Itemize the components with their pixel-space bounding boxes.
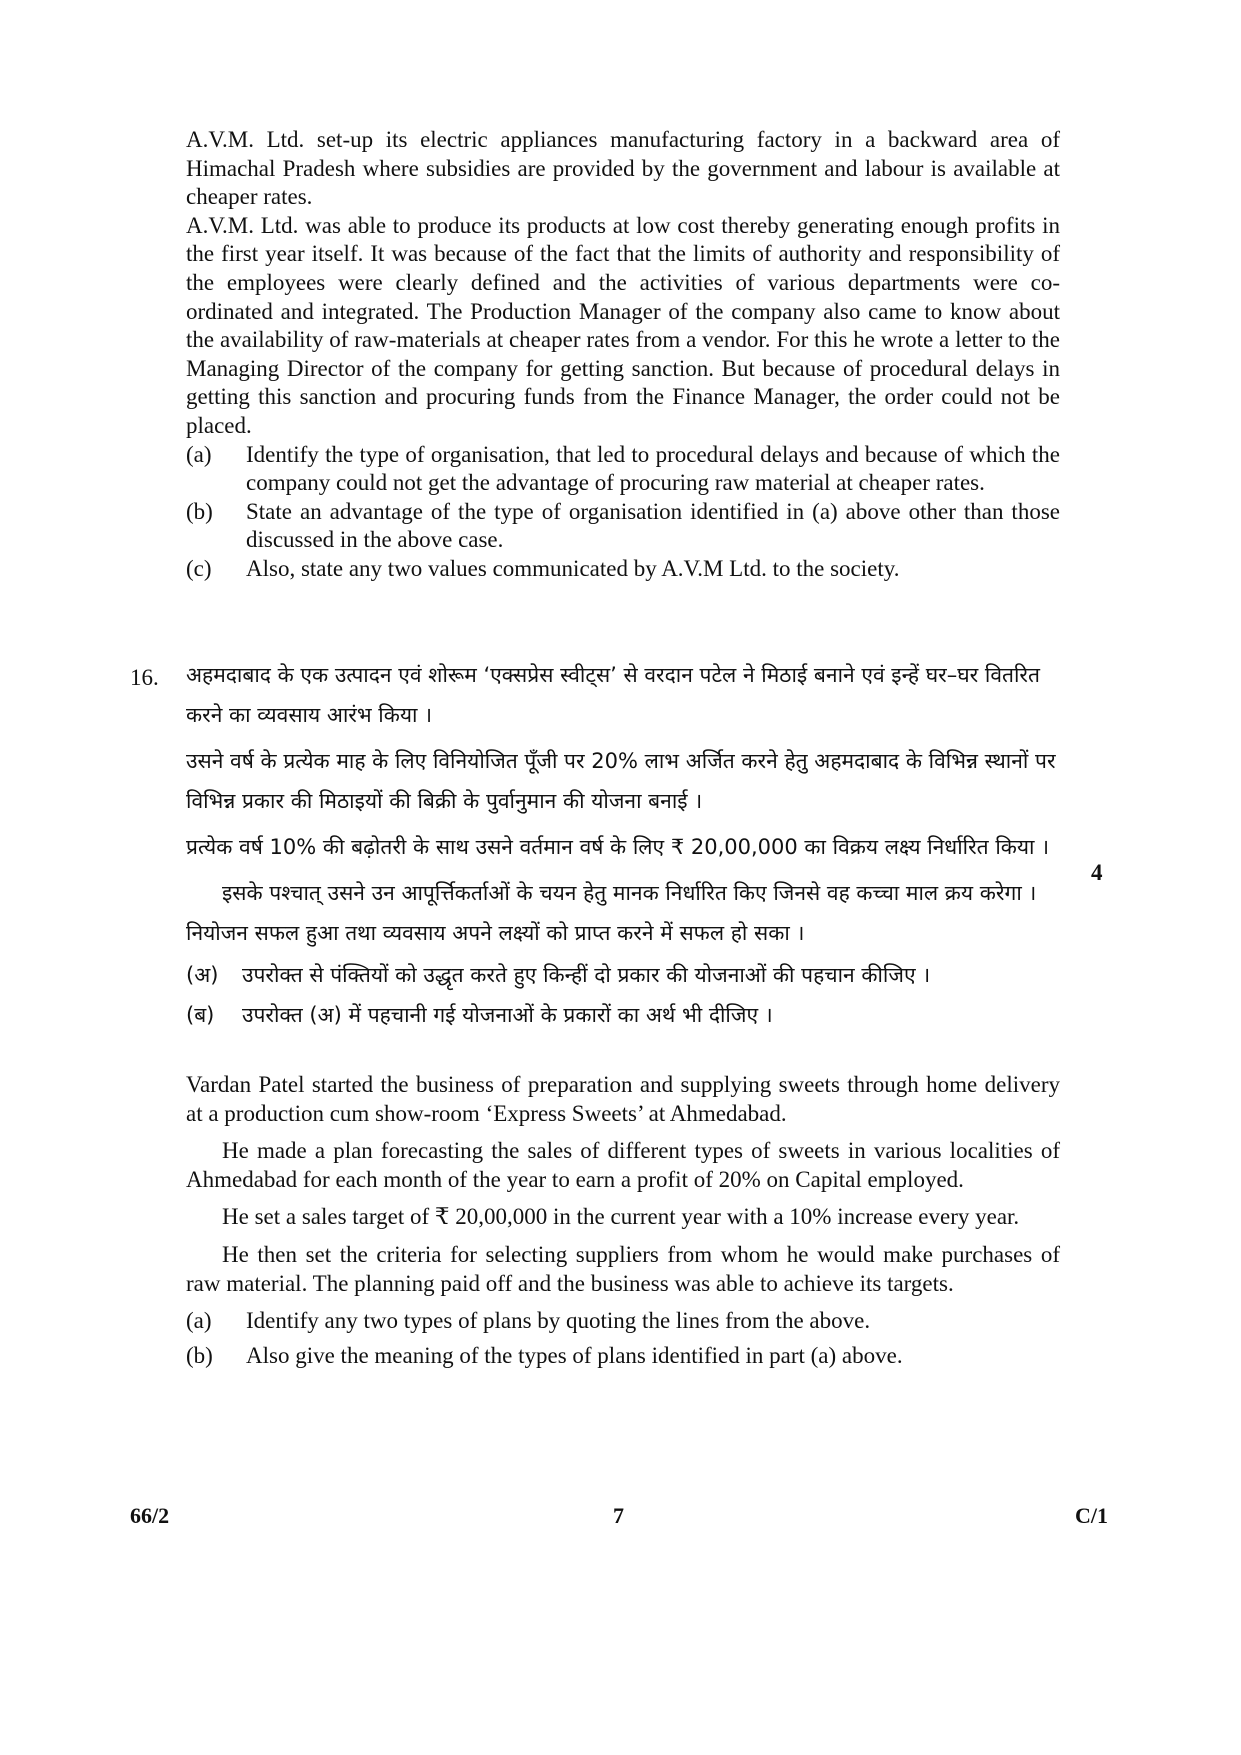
hindi-question-b <box>186 995 1060 1035</box>
hindi-question-a-text: उपरोक्त से पंक्तियों को उद्धृत करते हुए किन्हीं दो प्रकार की योजनाओं की पहचान कीजिए । <box>242 963 931 987</box>
case-question-a <box>186 441 1060 498</box>
case-paragraph-1: A.V.M. Ltd. set-up its electric appliances manufacturing factory in a backward area of Himachal Pradesh where subsidies are provided by the government and labour is available at cheaper rates. <box>186 127 1060 210</box>
hindi-paragraph-1: अहमदाबाद के एक उत्पादन एवं शोरूम ‘एक्सप्रेस स्वीट्स’ से वरदान पटेल ने मिठाई बनाने एवं इन्हें घर–घर वितरित करने का व्यवसाय आरंभ किया । <box>186 663 1040 727</box>
english-question-b-text: Also give the meaning of the types of plans identified in part (a) above. <box>246 1342 903 1368</box>
case-question-b <box>186 498 1060 555</box>
english-question-a-label: (a) <box>186 1308 212 1334</box>
english-paragraph-1: Vardan Patel started the business of preparation and supplying sweets through home delivery at a production cum show-room ‘Express Sweets’ at Ahmedabad. <box>186 1072 1060 1126</box>
footer-paper-code: 66/2 <box>130 1503 170 1528</box>
footer-set-code: C/1 <box>1075 1503 1108 1528</box>
case-question-a-text: Identify the type of organisation, that led to procedural delays and because of which the company could not get the advantage of procuring raw material at cheaper rates. <box>246 441 1060 496</box>
hindi-question-a-label: (अ) <box>186 963 219 987</box>
english-question-b-label: (b) <box>186 1342 213 1368</box>
question-16-hindi <box>186 655 1060 1035</box>
question-marks: 4 <box>1091 860 1103 885</box>
case-study <box>186 126 1060 584</box>
hindi-question-a <box>186 955 1060 995</box>
case-question-c <box>186 555 1060 584</box>
hindi-question-b-text: उपरोक्त (अ) में पहचानी गई योजनाओं के प्रकारों का अर्थ भी दीजिए । <box>242 1003 773 1027</box>
case-question-a-label: (a) <box>186 441 212 467</box>
case-question-c-label: (c) <box>186 555 212 581</box>
question-number: 16. <box>130 665 159 690</box>
question-16-english <box>186 1071 1060 1370</box>
hindi-paragraph-4: इसके पश्चात् उसने उन आपूर्त्तिकर्ताओं के चयन हेतु मानक निर्धारित किए जिनसे वह कच्चा माल क्रय करेगा । नियोजन सफल हुआ तथा व्यवसाय अपने लक्ष्यों को प्राप्त करने में सफल हो सका । <box>186 881 1037 945</box>
case-question-c-text: Also, state any two values communicated by A.V.M Ltd. to the society. <box>246 555 900 581</box>
hindi-paragraph-3: प्रत्येक वर्ष 10% की बढ़ोतरी के साथ उसने वर्तमान वर्ष के लिए ₹ 20,00,000 का विक्रय लक्ष्य निर्धारित किया । <box>186 835 1050 859</box>
case-question-b-label: (b) <box>186 498 213 524</box>
english-paragraph-4: He then set the criteria for selecting suppliers from whom he would make purchases of raw material. The planning paid off and the business was able to achieve its targets. <box>186 1241 1060 1296</box>
hindi-question-b-label: (ब) <box>186 1003 215 1027</box>
hindi-paragraph-2: उसने वर्ष के प्रत्येक माह के लिए विनियोजित पूँजी पर 20% लाभ अर्जित करने हेतु अहमदाबाद के विभिन्न स्थानों पर विभिन्न प्रकार की मिठाइयों की बिक्री के पुर्वानुमान की योजना बनाई । <box>186 749 1056 813</box>
english-question-a-text: Identify any two types of plans by quoting the lines from the above. <box>246 1308 871 1334</box>
case-paragraph-2: A.V.M. Ltd. was able to produce its products at low cost thereby generating enough profits in the first year itself. It was because of the fact that the limits of authority and responsibility of the employees were clearly defined and the activities of various departments were co-ordinated and integrated. The Production Manager of the company also came to know about the availability of raw-materials at cheaper rates from a vendor. For this he wrote a letter to the Managing Director of the company for getting sanction. But because of procedural delays in getting this sanction and procuring funds from the Finance Manager, the order could not be placed. <box>186 212 1060 438</box>
english-question-b <box>186 1342 1060 1371</box>
english-question-a <box>186 1307 1060 1336</box>
case-question-b-text: State an advantage of the type of organisation identified in (a) above other than those discussed in the above case. <box>246 498 1060 553</box>
footer-page-number: 7 <box>613 1503 624 1528</box>
english-paragraph-2: He made a plan forecasting the sales of different types of sweets in various localities of Ahmedabad for each month of the year to earn a profit of 20% on Capital employed. <box>186 1138 1060 1192</box>
english-paragraph-3: He set a sales target of ₹ 20,00,000 in the current year with a 10% increase every year. <box>222 1204 1020 1230</box>
